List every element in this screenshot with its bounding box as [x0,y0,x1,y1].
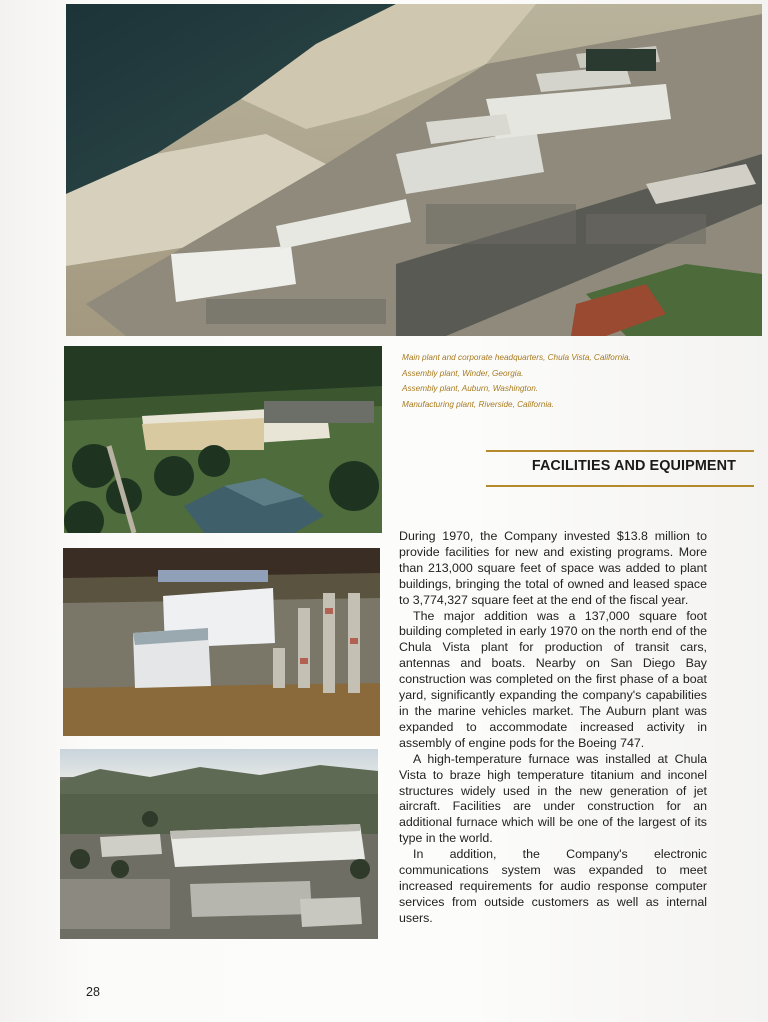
caption-riverside: Manufacturing plant, Riverside, California. [402,399,554,409]
page-number: 28 [86,985,100,999]
paragraph: During 1970, the Company invested $13.8 million to provide facilities for new and existing programs. More than 213,000 square feet of space was added to plant buildings, bringing the total of owned and leased space to 3,774,327 square feet at the end of the fiscal year. [399,529,707,607]
paragraph: A high-temperature furnace was installed at Chula Vista to braze high temperature titanium and inconel structures widely used in the new generation of jet aircraft. Facilities are under construction for an additional furnace which will be one of the largest of its type in the world. [399,751,707,846]
aerial-photo-winder [64,346,382,533]
heading-rule-top [486,450,754,452]
body-text [399,529,707,927]
heading-rule-bottom [486,485,754,487]
caption-auburn: Assembly plant, Auburn, Washington. [402,384,539,394]
aerial-photo-chula-vista [66,4,762,336]
caption-main-plant: Main plant and corporate headquarters, Chula Vista, California. [402,353,631,362]
paragraph: The major addition was a 137,000 square foot building completed in early 1970 on the north end of the Chula Vista plant for production of transit cars, antennas and boats. Nearby on San Diego Bay construction was completed on the first phase of a boat yard, significantly expanding the company's capabilities in the marine vehicles market. The Auburn plant was expanded to accommodate increased activity in assembly of engine pods for the Boeing 747. [399,608,707,750]
section-heading: FACILITIES AND EQUIPMENT [531,458,736,474]
paragraph: In addition, the Company's electronic communications system was expanded to meet increased requirements for audio response computer services from outside customers as well as internal users. [399,847,707,925]
photo-captions [402,353,732,415]
aerial-photo-riverside [60,749,378,939]
caption-winder: Assembly plant, Winder, Georgia. [402,368,524,378]
aerial-photo-auburn [63,548,380,736]
